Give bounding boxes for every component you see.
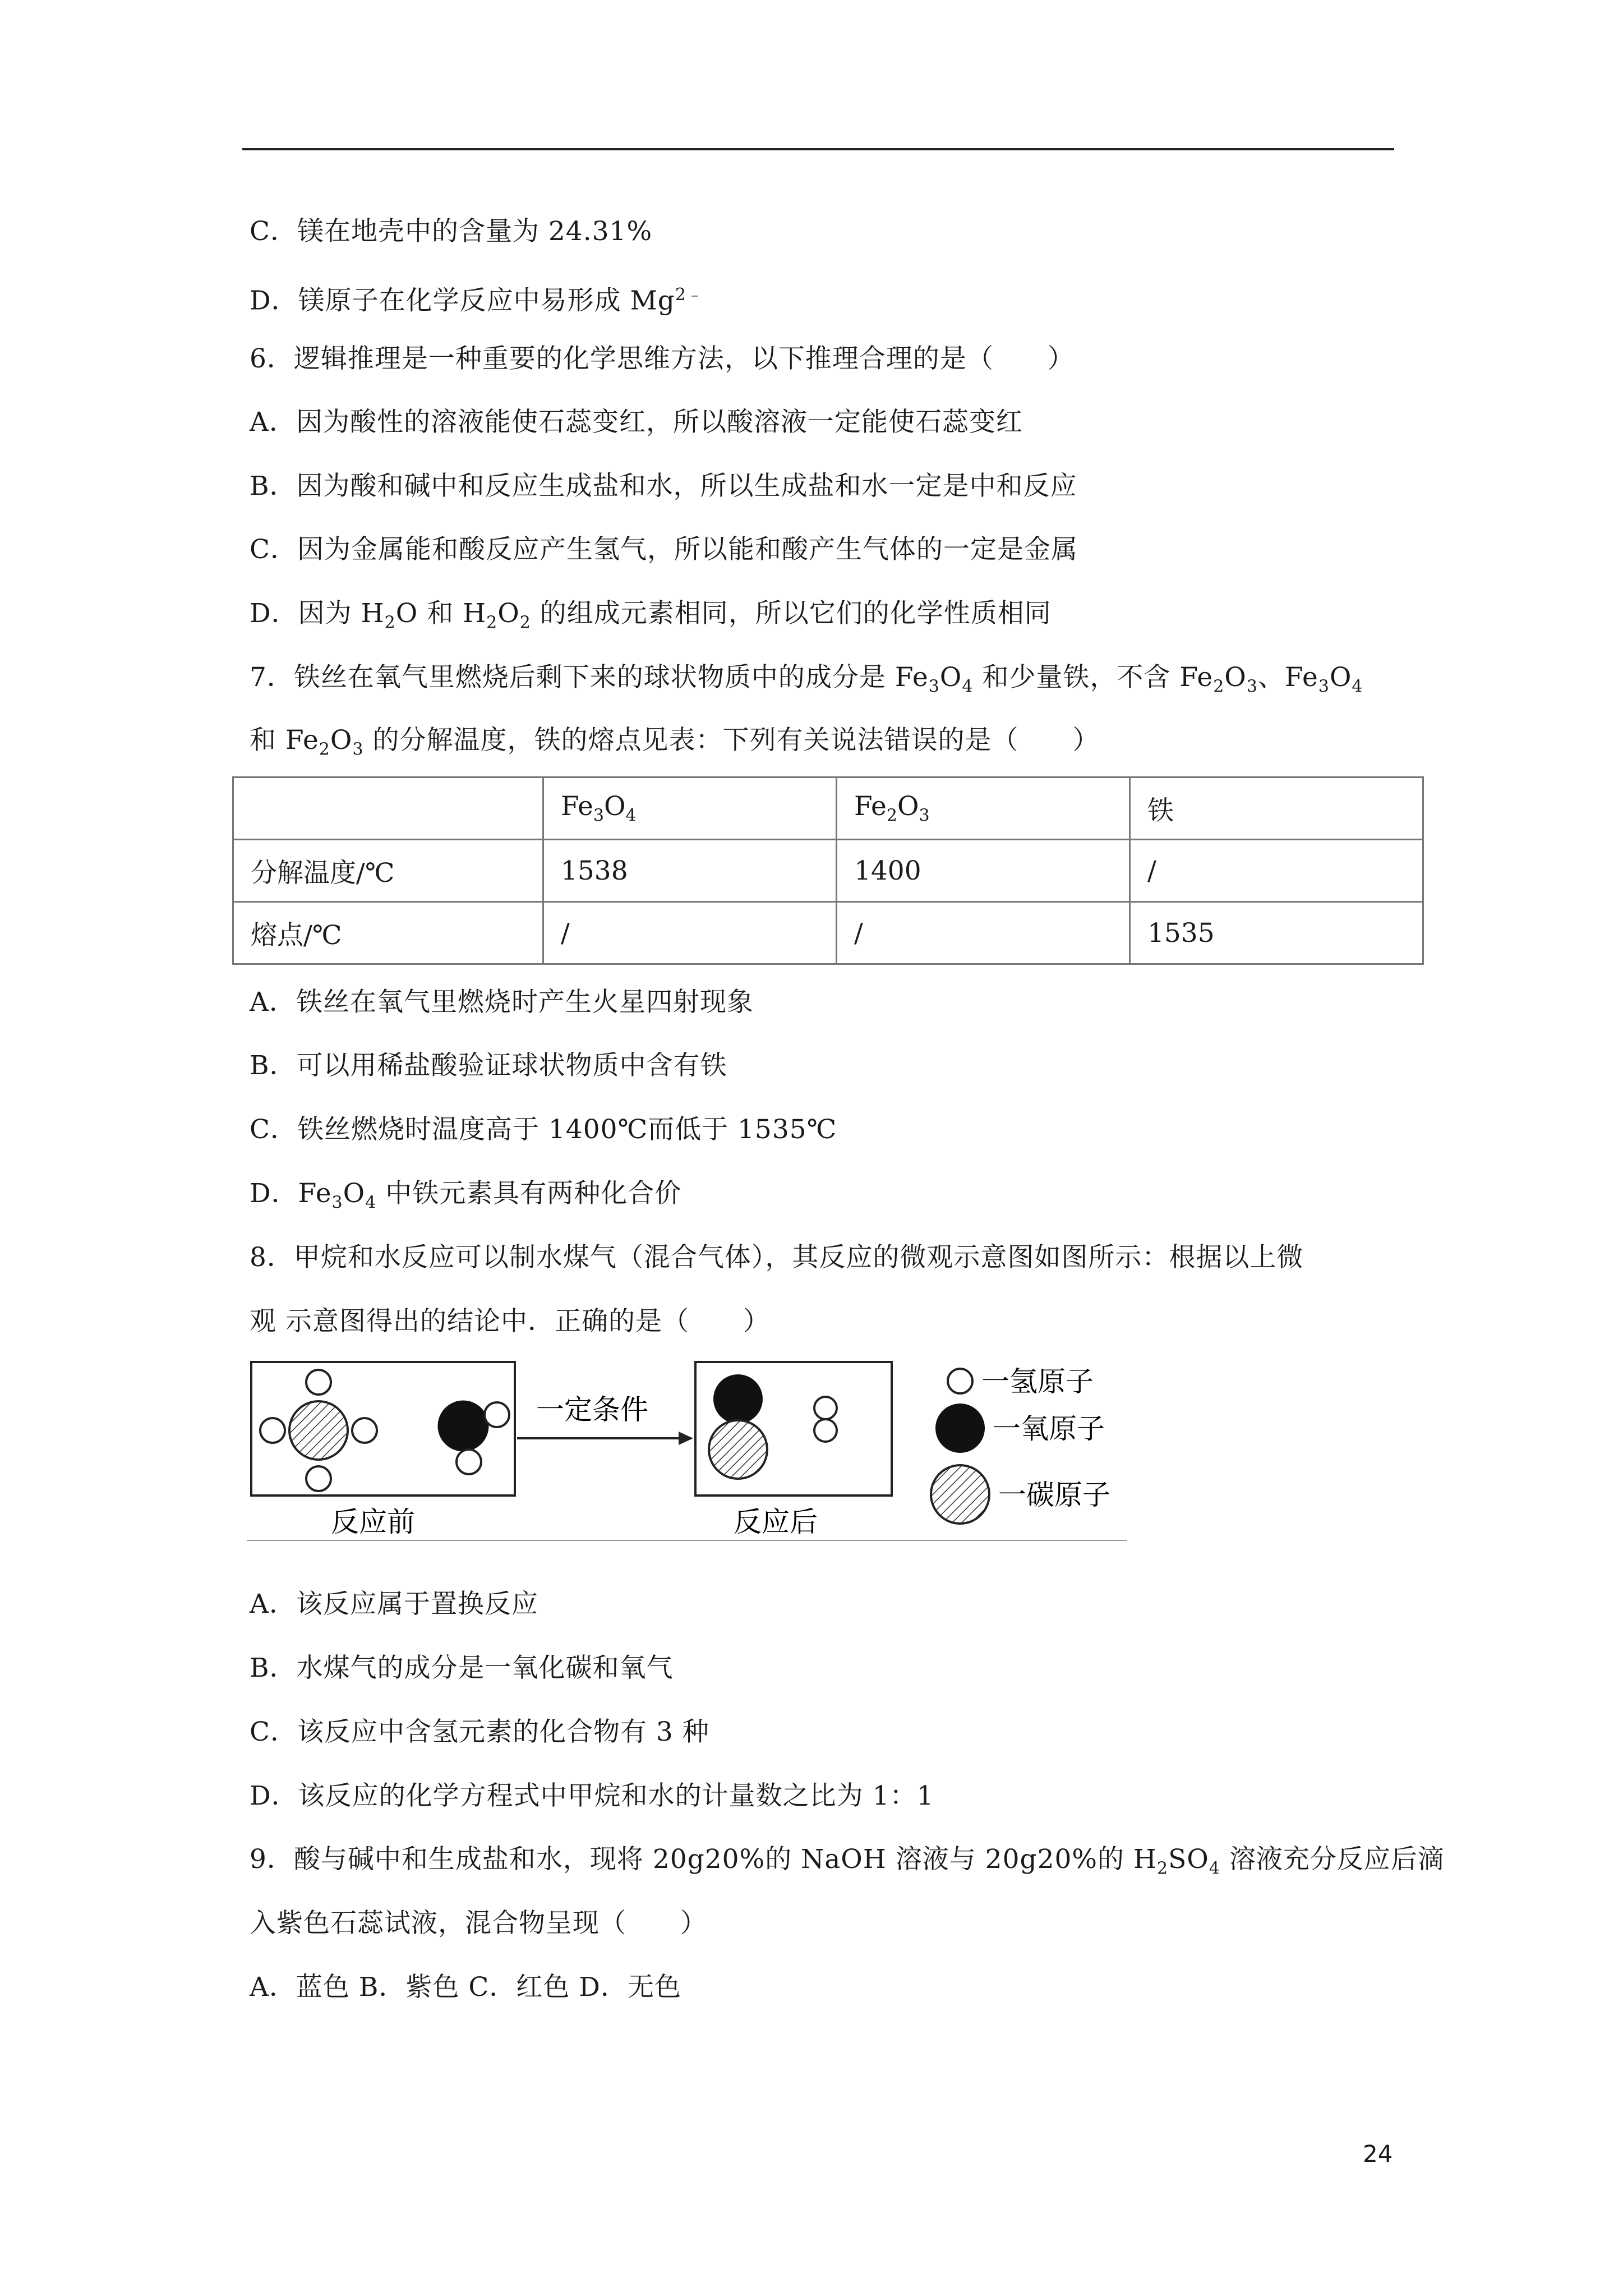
after-label: 反应后: [734, 1506, 818, 1538]
table-row: [233, 777, 1423, 840]
q7-option-a: A．铁丝在氧气里燃烧时产生火星四射现象: [250, 987, 754, 1018]
question-7: 7．铁丝在氧气里燃烧后剩下来的球状物质中的成分是 $Fe_3O_4$ 和少量铁，不含 $Fe_2O_3$、$Fe_3O_4$: [250, 662, 1363, 697]
legend-hydrogen: 一氢原子: [981, 1365, 1094, 1398]
hydrogen-atom: [814, 1419, 837, 1442]
question-9-cont: 入紫色石蕊试液，混合物呈现（ ）: [250, 1908, 707, 1939]
q7-option-b: B．可以用稀盐酸验证球状物质中含有铁: [250, 1050, 727, 1081]
hydrogen-atom: [260, 1418, 285, 1443]
header-rule: [242, 148, 1394, 150]
q7-option-d: D．$Fe_3O_4$ 中铁元素具有两种化合价: [250, 1178, 682, 1213]
table-cell: [233, 777, 543, 840]
decomposition-table: [232, 776, 1424, 965]
legend-carbon: 一碳原子: [998, 1479, 1110, 1511]
after-box: [695, 1362, 892, 1496]
table-cell: 熔点/℃: [233, 902, 543, 964]
table-cell: $Fe_2O_3$: [837, 777, 1130, 840]
q8-option-d: D．该反应的化学方程式中甲烷和水的计量数之比为 1：1: [250, 1780, 934, 1811]
q5-option-d: D．镁原子在化学反应中易形成 $Mg^{2﹣}$: [250, 285, 704, 316]
carbon-atom: [289, 1401, 348, 1460]
question-9: 9．酸与碱中和生成盐和水，现将 20g20%的 NaOH 溶液与 20g20%的 $H_2SO_4$ 溶液充分反应后滴: [250, 1844, 1445, 1879]
q5-option-c: C．镁在地壳中的含量为 24.31%: [250, 216, 653, 247]
table-cell: 1400: [837, 840, 1130, 902]
hydrogen-atom: [814, 1397, 837, 1419]
hydrogen-legend-icon: [948, 1369, 972, 1393]
before-box: [251, 1362, 515, 1496]
table-row: [233, 902, 1423, 964]
reaction-arrow: [517, 1393, 693, 1445]
question-6: 6．逻辑推理是一种重要的化学思维方法，以下推理合理的是（ ）: [250, 343, 1075, 374]
legend-oxygen: 一氧原子: [993, 1412, 1105, 1445]
hydrogen-atom: [306, 1370, 331, 1395]
carbon-atom: [709, 1420, 767, 1479]
q9-options: A．蓝色 B．紫色 C．红色 D．无色: [250, 1972, 681, 2003]
hydrogen-atom: [485, 1402, 509, 1427]
legend: [931, 1365, 1110, 1524]
table-cell: 1535: [1130, 902, 1423, 964]
arrow-label: 一定条件: [536, 1393, 648, 1426]
table-cell: /: [837, 902, 1130, 964]
hydrogen-atom: [457, 1450, 481, 1474]
reaction-diagram: [247, 1352, 1133, 1543]
oxygen-atom: [439, 1401, 488, 1451]
q6-option-a: A．因为酸性的溶液能使石蕊变红，所以酸溶液一定能使石蕊变红: [250, 407, 1023, 438]
q6-option-c: C．因为金属能和酸反应产生氢气，所以能和酸产生气体的一定是金属: [250, 534, 1078, 565]
table-cell: 铁: [1130, 777, 1423, 840]
hydrogen-atom: [352, 1418, 377, 1443]
table-cell: $Fe_3O_4$: [543, 777, 837, 840]
q8-option-b: B．水煤气的成分是一氧化碳和氧气: [250, 1653, 674, 1683]
table-cell: /: [543, 902, 837, 964]
q8-option-a: A．该反应属于置换反应: [250, 1589, 538, 1619]
question-8-cont: 观 示意图得出的结论中．正确的是（ ）: [250, 1306, 770, 1337]
q6-option-b: B．因为酸和碱中和反应生成盐和水，所以生成盐和水一定是中和反应: [250, 471, 1077, 501]
table-cell: 分解温度/℃: [233, 840, 543, 902]
q7-option-c: C．铁丝燃烧时温度高于 1400℃而低于 1535℃: [250, 1114, 837, 1145]
carbon-legend-icon: [931, 1465, 989, 1524]
table-cell: 1538: [543, 840, 837, 902]
table-row: [233, 840, 1423, 902]
q6-option-d: D．因为 $H_2O$ 和 $H_2O_2$ 的组成元素相同，所以它们的化学性质相同: [250, 598, 1052, 633]
question-8: 8．甲烷和水反应可以制水煤气（混合气体），其反应的微观示意图如图所示：根据以上微: [250, 1242, 1304, 1273]
oxygen-atom: [713, 1374, 763, 1424]
oxygen-legend-icon: [935, 1404, 985, 1453]
table-cell: /: [1130, 840, 1423, 902]
q8-option-c: C．该反应中含氢元素的化合物有 3 种: [250, 1717, 709, 1747]
hydrogen-atom: [306, 1466, 331, 1491]
page-number: 24: [1363, 2140, 1393, 2168]
before-label: 反应前: [331, 1506, 415, 1538]
question-7-cont: 和 $Fe_2O_3$ 的分解温度，铁的熔点见表：下列有关说法错误的是（ ）: [250, 725, 1100, 760]
